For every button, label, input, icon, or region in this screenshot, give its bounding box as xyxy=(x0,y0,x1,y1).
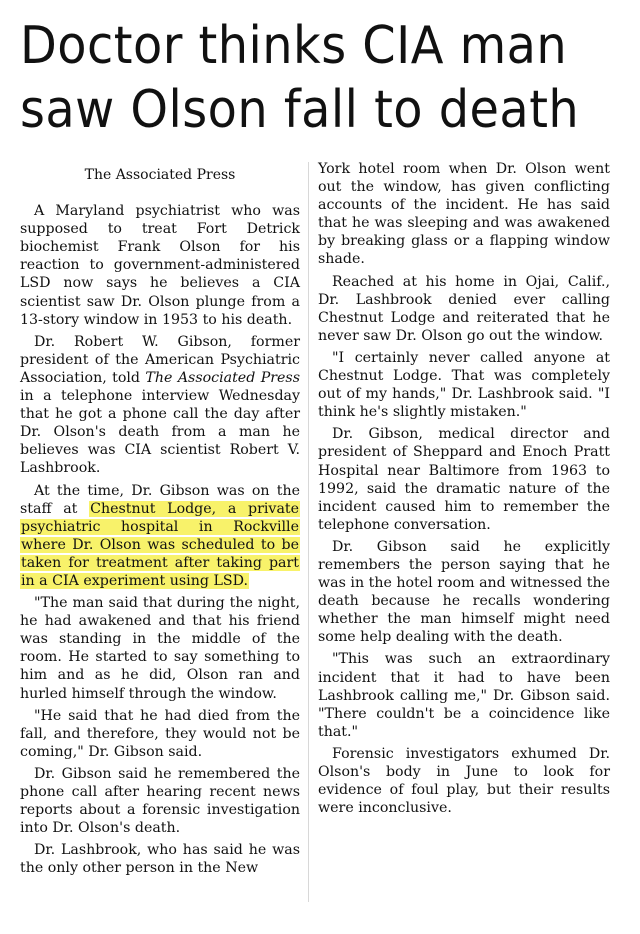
paragraph-5: "He said that he had died from the fall, and therefore, they would not be coming," Dr. Gibson said. xyxy=(20,707,300,760)
paragraph-2-text-a: Dr. Robert W. Gibson, former president of the American Psychiatric Association, told xyxy=(20,333,300,386)
paragraph-12: Dr. Gibson said he explicitly remembers the person saying that he was in the hotel room and witnessed the death because he recalls wondering whether the man himself might need some help dealing with the death. xyxy=(318,538,610,646)
paragraph-13: "This was such an extraordinary incident that it had to have been Lashbrook calling me," Dr. Gibson said. "There couldn't be a coincidence like that." xyxy=(318,651,610,740)
byline: The Associated Press xyxy=(84,167,236,183)
paragraph-8: York hotel room when Dr. Olson went out the window, has given conflicting accounts of the incident. He has said that he was sleeping and was awakened by breaking glass or a flapping window shade. xyxy=(318,161,610,268)
column-divider xyxy=(308,162,309,902)
paragraph-2 xyxy=(20,333,300,478)
headline xyxy=(20,14,581,142)
article-column-left xyxy=(20,166,300,881)
paragraph-9: Reached at his home in Ojai, Calif., Dr. Lashbrook denied ever calling Chestnut Lodge and reiterated that he never saw Dr. Olson go out the window. xyxy=(318,273,610,344)
headline-line-2: saw Olson fall to death xyxy=(20,80,580,140)
paragraph-11: Dr. Gibson, medical director and president of Sheppard and Enoch Pratt Hospital near Baltimore from 1963 to 1992, said the dramatic nature of the incident caused him to remember the telephone conversation. xyxy=(318,426,610,533)
article-column-right xyxy=(318,160,610,821)
paragraph-2-text-b: in a telephone interview Wednesday that he got a phone call the day after Dr. Olson's death from a man he believes was CIA scientist Robert V. Lashbrook. xyxy=(20,388,300,477)
paragraph-6: Dr. Gibson said he remembered the phone call after hearing recent news reports about a forensic investigation into Dr. Olson's death. xyxy=(20,765,300,837)
paragraph-1: A Maryland psychiatrist who was supposed to treat Fort Detrick biochemist Frank Olson for his reaction to government-administered LSD now says he believes a CIA scientist saw Dr. Olson plunge from a 13-story window in 1953 to his death. xyxy=(20,203,300,328)
headline-line-1: Doctor thinks CIA man xyxy=(20,16,568,76)
paragraph-7: Dr. Lashbrook, who has said he was the only other person in the New xyxy=(20,842,300,877)
publication-name: The Associated Press xyxy=(145,369,300,386)
paragraph-14: Forensic investigators exhumed Dr. Olson's body in June to look for evidence of foul play, but their results were inconclusive. xyxy=(318,745,610,817)
paragraph-3 xyxy=(20,482,300,591)
paragraph-4: "The man said that during the night, he had awakened and that his friend was standing in the middle of the room. He started to say something to him and as he did, Olson ran and hurled himself through the window. xyxy=(20,595,300,702)
paragraph-10: "I certainly never called anyone at Chestnut Lodge. That was completely out of my hands," Dr. Lashbrook said. "I think he's slightly mistaken." xyxy=(318,349,610,421)
paragraph-3-text-a: At the time, Dr. Gibson was on the staff at xyxy=(20,482,300,517)
highlighted-passage: Chestnut Lodge, a private psychiatric hospital in Rockville where Dr. Olson was scheduled to be taken for treatment after taking part in a CIA experiment using LSD. xyxy=(21,500,300,589)
